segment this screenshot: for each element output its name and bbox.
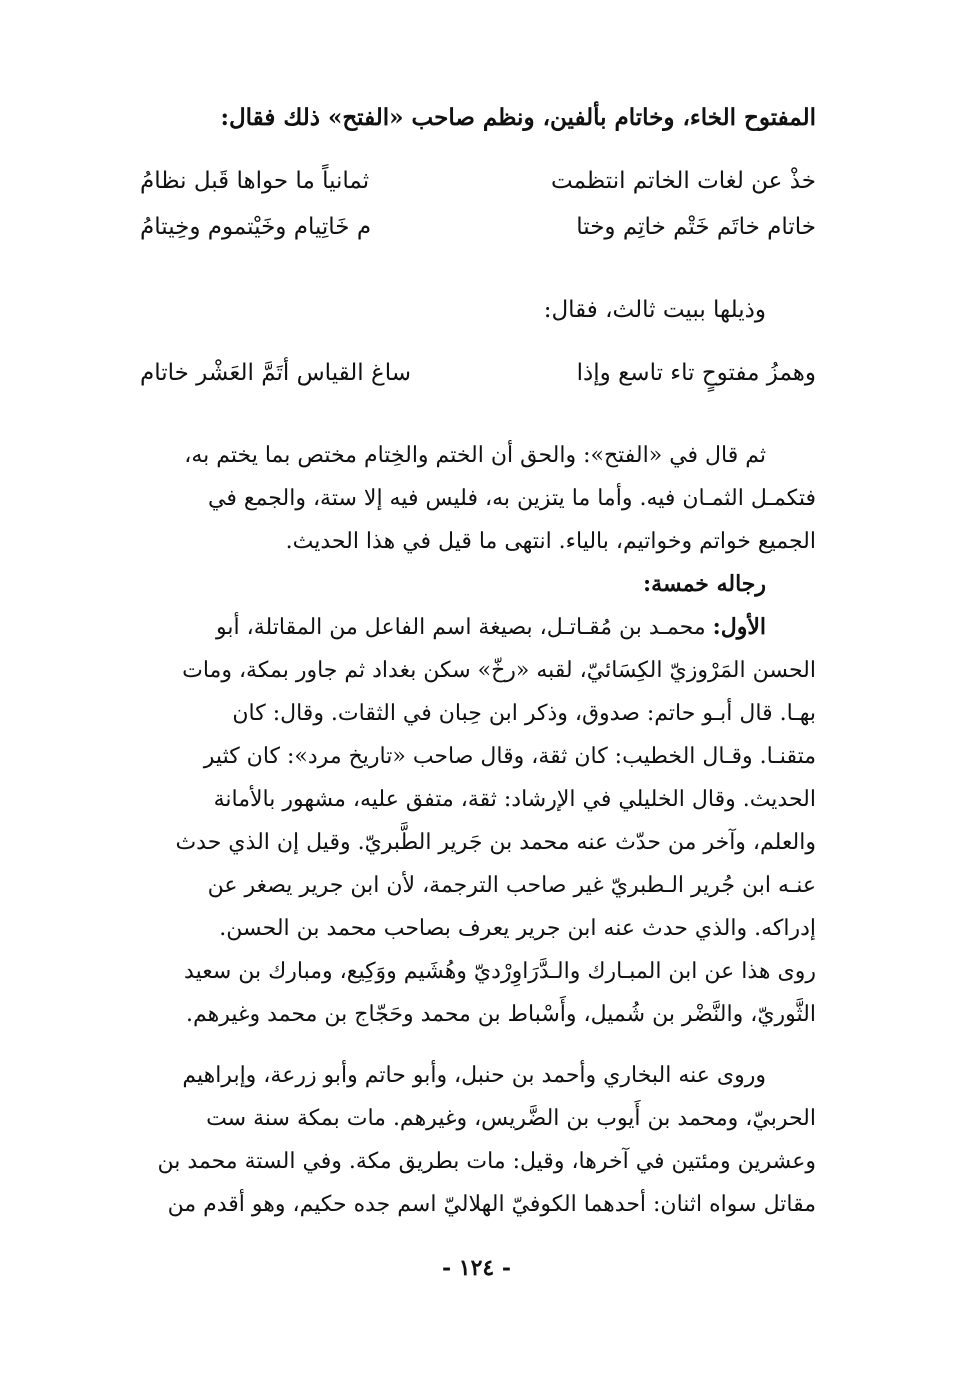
text-line: متقنـا. وقـال الخطيب: كان ثقة، وقال صاحب «تاريخ مرد»: كان كثير: [203, 744, 816, 769]
text-line: الجميع خواتم وخواتيم، بالياء. انتهى ما قيل في هذا الحديث.: [285, 529, 816, 554]
verse-hemistich-right: وهمزُ مفتوحٍ تاء تاسع وإذا: [576, 360, 816, 386]
text-line: مقاتل سواه اثنان: أحدهما الكوفيّ الهلاليّ اسم جده حكيم، وهو أقدم من: [167, 1192, 816, 1217]
verse-block-2: [140, 350, 816, 396]
second-paragraph: [140, 1054, 816, 1226]
text-line: الحسن المَرْوزيّ الكِسَائيّ، لقبه «رخّ» سكن بغداد ثم جاور بمكة، ومات: [182, 658, 816, 683]
verse-line: [140, 158, 816, 204]
text-line: الحديث. وقال الخليلي في الإرشاد: ثقة، متفق عليه، مشهور بالأمانة: [213, 787, 816, 812]
intro-line: المفتوح الخاء، وخاتام بألفين، ونظم صاحب «الفتح» ذلك فقال:: [220, 104, 816, 131]
page-number: - ١٢٤ -: [441, 1255, 512, 1281]
text-line: بهـا. قال أبـو حاتم: صدوق، وذكر ابن حِبان في الثقات. وقال: كان: [232, 701, 816, 726]
verse-hemistich-left: ساغ القياس أتَمَّ العَشْر خاتام: [140, 360, 411, 386]
verse-line: [140, 204, 816, 250]
verse-hemistich-left: ثمانياً ما حواها قَبل نظامُ: [140, 168, 370, 194]
narrators-heading: رجاله خمسة:: [643, 571, 766, 597]
text-line: إدراكه. والذي حدث عنه ابن جرير يعرف بصاحب محمد بن الحسن.: [219, 916, 816, 941]
verse-hemistich-right: خذْ عن لغات الخاتم انتظمت: [551, 168, 816, 194]
text-line: ثم قال في «الفتح»: والحق أن الختم والخِتام مختص بما يختم به،: [184, 443, 766, 468]
text-line: روى هذا عن ابن المبـارك والـدَّرَاوِرْديّ وهُشَيم ووَكِيع، ومبارك بن سعيد: [184, 959, 816, 984]
text-line: والعلم، وآخر من حدّث عنه محمد بن جَرير الطَّبريّ. وقيل إن الذي حدث: [175, 830, 816, 855]
page-body: [140, 96, 816, 1226]
verse-hemistich-right: خاتام خاتَم خَتْم خاتِم وختا: [576, 214, 816, 240]
text-line: [140, 606, 816, 649]
text-line: عنـه ابن جُرير الـطبريّ غير صاحب الترجمة، لأن ابن جرير يصغر عن: [207, 873, 816, 898]
fath-paragraph: [140, 434, 816, 563]
verse-hemistich-left: م خَاتِيام وخَيْتموم وخِيتامُ: [140, 214, 372, 240]
text-line: وعشرين ومئتين في آخرها، وقيل: مات بطريق مكة. وفي الستة محمد بن: [157, 1149, 816, 1174]
text-line: فتكمـل الثمـان فيه. وأما ما يتزين به، فليس فيه إلا ستة، والجمع في: [208, 486, 816, 511]
text-line: وروى عنه البخاري وأحمد بن حنبل، وأبو حاتم وأبو زرعة، وإبراهيم: [182, 1063, 766, 1088]
text-line: الحربيّ، ومحمد بن أَيوب بن الضَّريس، وغيرهم. مات بمكة سنة ست: [206, 1106, 816, 1131]
text-line: الثَّوريّ، والنَّضْر بن شُميل، وأَسْباط بن محمد وحَجّاج بن محمد وغيرهم.: [186, 1002, 816, 1027]
first-label: الأول:: [712, 614, 766, 640]
text-line-content: محمـد بن مُقـاتـل، بصيغة اسم الفاعل من المقاتلة، أبو: [216, 615, 706, 640]
first-narrator-paragraph: [140, 606, 816, 1036]
verse-block-1: [140, 158, 816, 250]
addendum-line: وذيلها ببيت ثالث، فقال:: [543, 297, 766, 323]
